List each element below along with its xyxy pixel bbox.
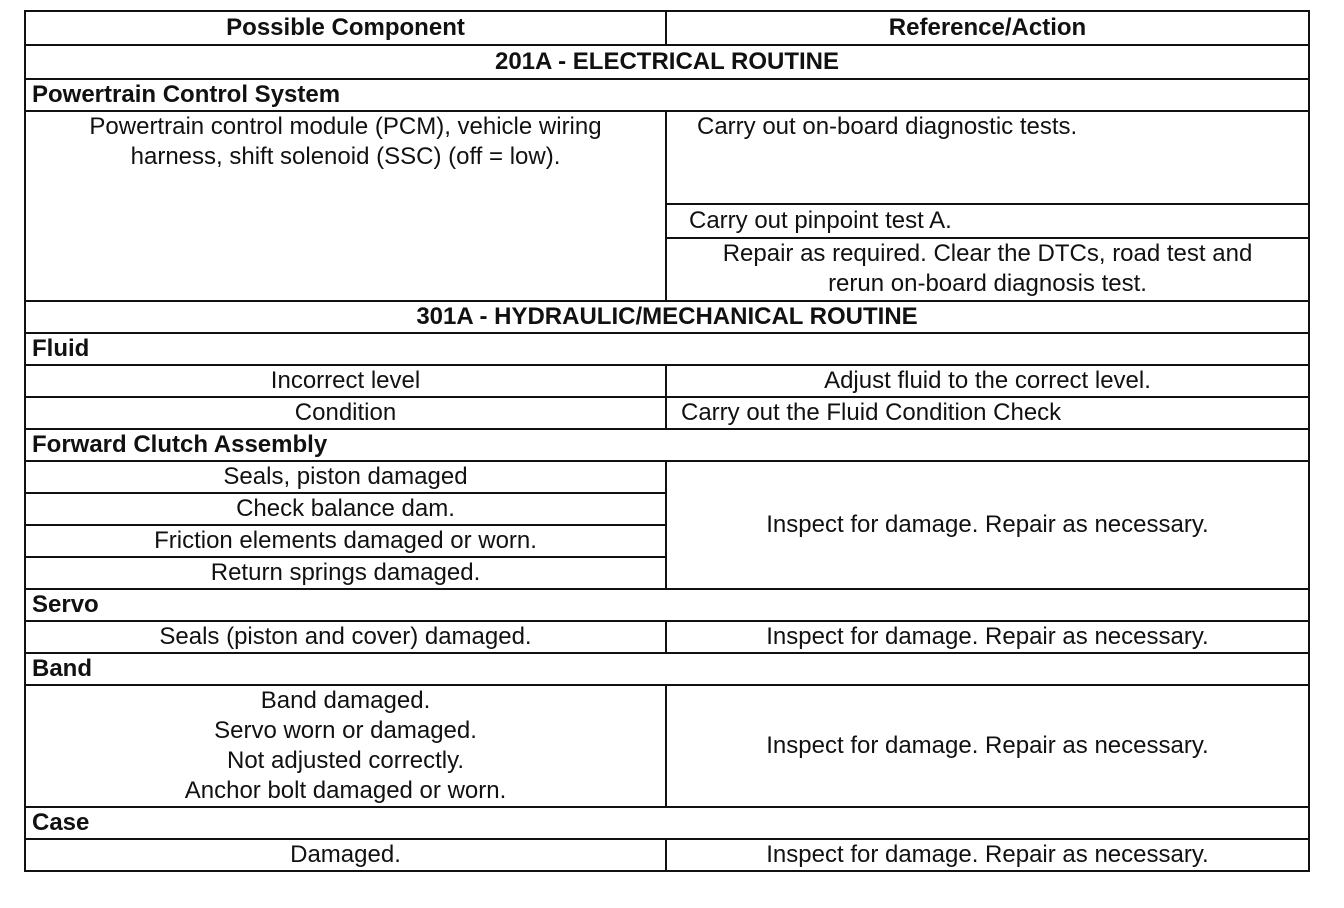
band-components-cell: [25, 685, 666, 807]
case-component: Damaged.: [25, 839, 666, 871]
section-title-band: Band: [25, 653, 1309, 685]
powertrain-action-repair-line: rerun on-board diagnosis test.: [828, 270, 1147, 297]
band-component-line: Not adjusted correctly.: [227, 747, 464, 774]
section-title-fluid: Fluid: [25, 333, 1309, 365]
fluid-action: Carry out the Fluid Condition Check: [666, 397, 1309, 429]
servo-component: Seals (piston and cover) damaged.: [25, 621, 666, 653]
header-possible-component: Possible Component: [25, 11, 666, 45]
routine-title-electrical: 201A - ELECTRICAL ROUTINE: [25, 45, 1309, 79]
table-row: [25, 365, 1309, 397]
forward-clutch-component: Check balance dam.: [25, 493, 666, 525]
section-title-forward-clutch: Forward Clutch Assembly: [25, 429, 1309, 461]
section-row-fluid: [25, 333, 1309, 365]
section-row-forward-clutch: [25, 429, 1309, 461]
table-row: [25, 111, 1309, 204]
forward-clutch-action: Inspect for damage. Repair as necessary.: [666, 461, 1309, 589]
band-component-line: Servo worn or damaged.: [214, 717, 477, 744]
routine-row-electrical: [25, 45, 1309, 79]
band-action: Inspect for damage. Repair as necessary.: [666, 685, 1309, 807]
case-action: Inspect for damage. Repair as necessary.: [666, 839, 1309, 871]
section-title-case: Case: [25, 807, 1309, 839]
section-row-powertrain: [25, 79, 1309, 111]
diagnostic-table: [24, 10, 1310, 872]
table-row: [25, 685, 1309, 807]
fluid-component: Condition: [25, 397, 666, 429]
powertrain-component-line: harness, shift solenoid (SSC) (off = low).: [130, 143, 561, 170]
table-row: [25, 461, 1309, 493]
section-row-servo: [25, 589, 1309, 621]
section-row-case: [25, 807, 1309, 839]
forward-clutch-component: Seals, piston damaged: [25, 461, 666, 493]
band-component-line: Anchor bolt damaged or worn.: [184, 777, 507, 804]
powertrain-action-repair-line: Repair as required. Clear the DTCs, road test and: [722, 240, 1253, 267]
servo-action: Inspect for damage. Repair as necessary.: [666, 621, 1309, 653]
powertrain-action-repair: [666, 238, 1309, 301]
section-row-band: [25, 653, 1309, 685]
powertrain-action-pinpoint: Carry out pinpoint test A.: [666, 204, 1309, 238]
powertrain-component-cell: [25, 111, 666, 301]
fluid-action: Adjust fluid to the correct level.: [666, 365, 1309, 397]
table-row: [25, 621, 1309, 653]
routine-row-hydraulic: [25, 301, 1309, 333]
forward-clutch-component: Friction elements damaged or worn.: [25, 525, 666, 557]
powertrain-action-diagnostic: Carry out on-board diagnostic tests.: [666, 111, 1309, 204]
band-component-line: Band damaged.: [260, 687, 431, 714]
routine-title-hydraulic: 301A - HYDRAULIC/MECHANICAL ROUTINE: [25, 301, 1309, 333]
header-row: [25, 11, 1309, 45]
section-title-powertrain: Powertrain Control System: [25, 79, 1309, 111]
table-row: [25, 839, 1309, 871]
powertrain-component-line: Powertrain control module (PCM), vehicle wiring: [89, 113, 602, 140]
header-reference-action: Reference/Action: [666, 11, 1309, 45]
section-title-servo: Servo: [25, 589, 1309, 621]
table-row: [25, 397, 1309, 429]
forward-clutch-component: Return springs damaged.: [25, 557, 666, 589]
fluid-component: Incorrect level: [25, 365, 666, 397]
